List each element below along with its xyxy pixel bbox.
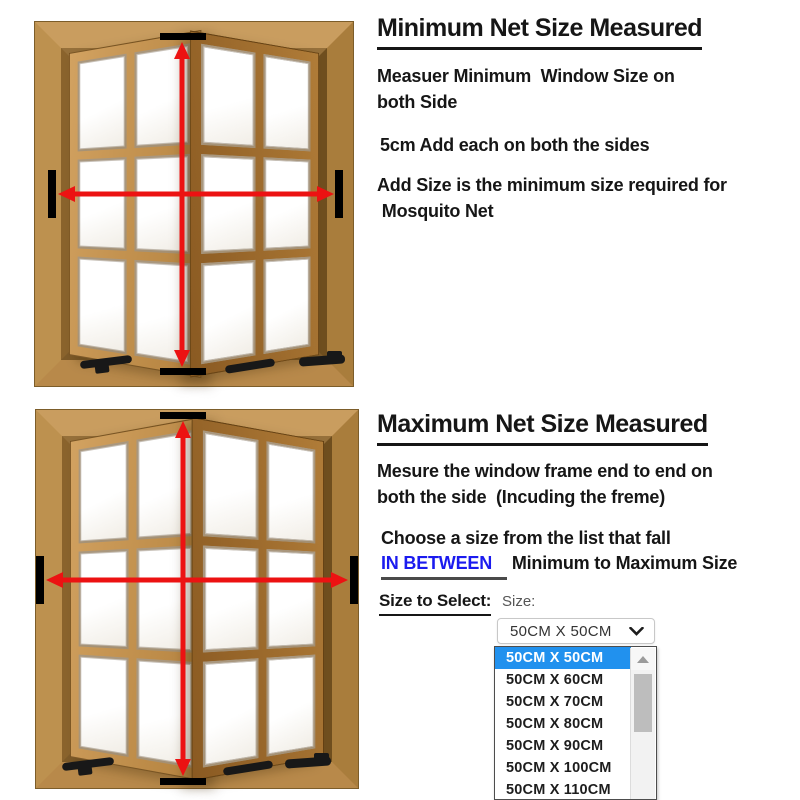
size-dropdown-list xyxy=(494,646,657,800)
max-instruction-rest: Minimum to Maximum Size xyxy=(507,553,738,573)
max-instruction-line: Mesure the window frame end to end on xyxy=(377,461,713,481)
glass-pane xyxy=(267,654,316,757)
glass-pane xyxy=(263,157,311,251)
glass-pane xyxy=(78,257,127,355)
glass-pane xyxy=(201,44,255,148)
min-instruction-line: Mosquito Net xyxy=(377,201,494,221)
glass-pane xyxy=(263,54,311,151)
size-option[interactable]: 50CM X 60CM xyxy=(506,672,604,688)
chevron-down-icon xyxy=(629,627,644,636)
window-photo-min xyxy=(35,22,353,386)
in-between-highlight: IN BETWEEN xyxy=(381,551,507,580)
right-casement-sash xyxy=(192,417,324,781)
size-option-selected[interactable]: 50CM X 50CM xyxy=(495,647,631,669)
glass-pane xyxy=(136,546,193,653)
glass-pane xyxy=(134,260,190,364)
glass-pane xyxy=(263,257,311,354)
right-casement-sash xyxy=(189,30,319,377)
glass-pane xyxy=(201,154,255,255)
scroll-up-icon xyxy=(637,656,649,663)
glass-pane xyxy=(203,430,258,540)
glass-pane xyxy=(136,658,193,768)
min-instruction-line: 5cm Add each on both the sides xyxy=(380,135,650,155)
max-instruction-line xyxy=(381,551,737,580)
glass-pane xyxy=(267,549,316,649)
glass-pane xyxy=(78,54,127,152)
size-option[interactable]: 50CM X 90CM xyxy=(506,738,604,754)
min-instruction-line: Add Size is the minimum size required for xyxy=(377,175,727,195)
glass-pane xyxy=(79,441,129,544)
max-section-title: Maximum Net Size Measured xyxy=(377,410,708,446)
window-frame xyxy=(35,22,353,386)
size-option[interactable]: 50CM X 80CM xyxy=(506,716,604,732)
dropdown-scrollbar[interactable] xyxy=(630,648,655,799)
window-frame-inner xyxy=(61,48,327,360)
glass-pane xyxy=(203,546,258,652)
glass-pane xyxy=(79,654,129,757)
size-select[interactable] xyxy=(497,618,655,644)
min-instruction-line: Measuer Minimum Window Size on xyxy=(377,66,675,86)
min-instruction-line: both Side xyxy=(377,92,458,112)
window-photo-max xyxy=(36,410,358,788)
size-option[interactable]: 50CM X 100CM xyxy=(506,760,612,776)
glass-pane xyxy=(201,260,255,364)
glass-pane xyxy=(267,441,316,544)
size-select-value: 50CM X 50CM xyxy=(510,622,612,640)
max-instruction-line: Choose a size from the list that fall xyxy=(381,528,671,548)
glass-pane xyxy=(203,658,258,768)
size-to-select-label: Size to Select: xyxy=(379,588,491,616)
window-frame-inner xyxy=(62,436,332,762)
scroll-up-button[interactable] xyxy=(631,648,655,670)
glass-pane xyxy=(78,157,127,252)
size-label: Size: xyxy=(502,593,536,610)
window-opening xyxy=(70,57,318,351)
left-casement-sash xyxy=(70,416,205,781)
min-section-title: Minimum Net Size Measured xyxy=(377,14,702,50)
size-option[interactable]: 50CM X 110CM xyxy=(506,782,611,798)
window-opening xyxy=(71,445,323,753)
max-instruction-line: both the side (Incuding the freme) xyxy=(377,487,666,507)
glass-pane xyxy=(134,43,190,147)
scrollbar-thumb[interactable] xyxy=(634,674,652,732)
size-option[interactable]: 50CM X 70CM xyxy=(506,694,604,710)
glass-pane xyxy=(136,430,193,540)
left-casement-sash xyxy=(69,30,201,378)
glass-pane xyxy=(134,153,190,254)
window-frame xyxy=(36,410,358,788)
glass-pane xyxy=(79,549,129,649)
